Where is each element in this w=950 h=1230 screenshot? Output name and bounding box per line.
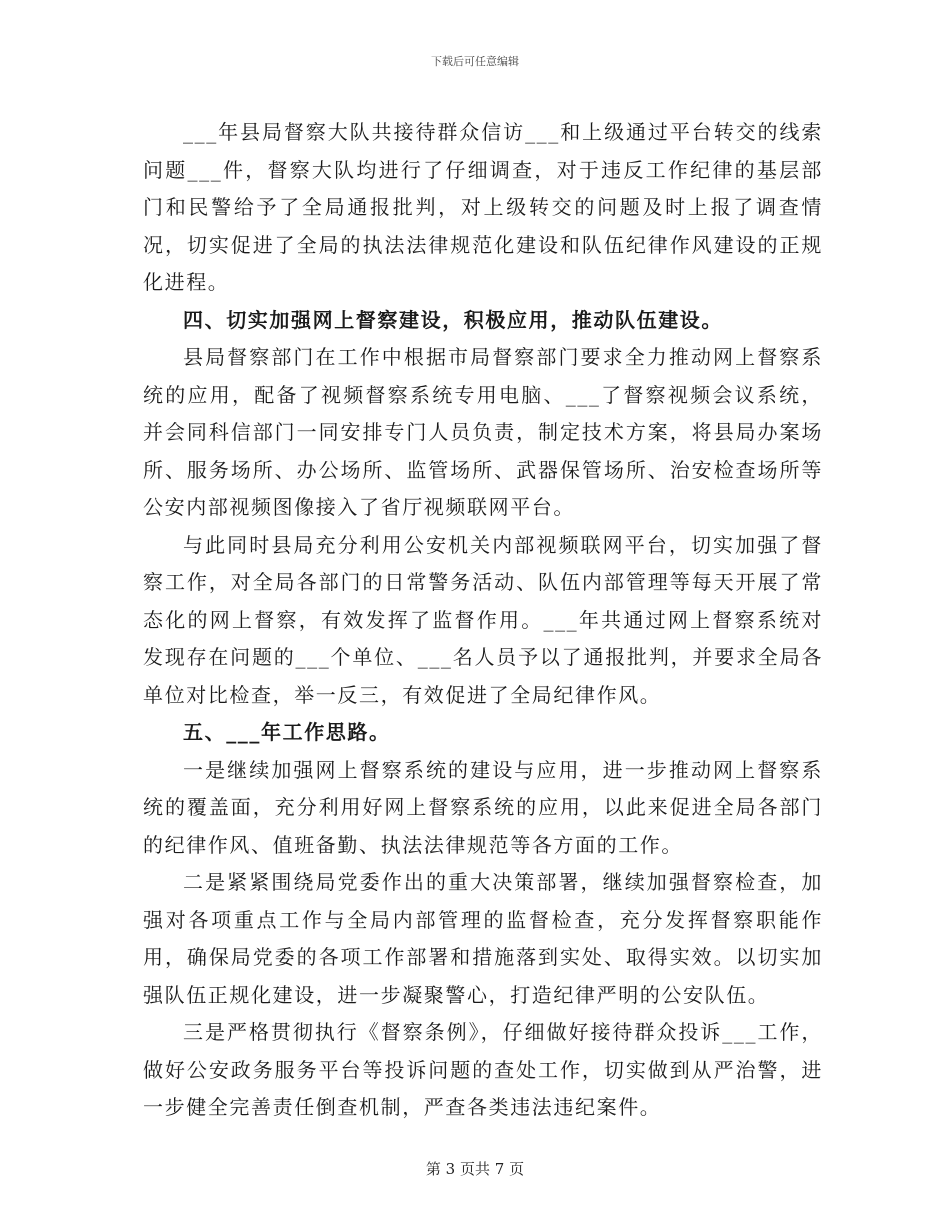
paragraph-plan-one: 一是继续加强网上督察系统的建设与应用，进一步推动网上督察系统的覆盖面，充分利用好网上督察系统的应用，以此来促进全局各部门的纪律作风、值班备勤、执法法律规范等各方面的工作。	[143, 757, 823, 857]
paragraph-complaints-summary: ___年县局督察大队共接待群众信访___和上级通过平台转交的线索问题___件，督察大队均进行了仔细调查，对于违反工作纪律的基层部门和民警给予了全局通报批判，对上级转交的问题及时上报了调查情况，切实促进了全局的执法法律规范化建设和队伍纪律作风建设的正规化进程。	[143, 120, 823, 294]
paragraph-plan-two: 二是紧紧围绕局党委作出的重大决策部署，继续加强督察检查，加强对各项重点工作与全局内部管理的监督检查，充分发挥督察职能作用，确保局党委的各项工作部署和措施落到实处、取得实效。以切实加强队伍正规化建设，进一步凝聚警心，打造纪律严明的公安队伍。	[143, 870, 823, 1007]
section-heading-four: 四、切实加强网上督察建设，积极应用，推动队伍建设。	[183, 307, 723, 332]
paragraph-video-platform: 与此同时县局充分利用公安机关内部视频联网平台，切实加强了督察工作，对全局各部门的日常警务活动、队伍内部管理等每天开展了常态化的网上督察，有效发挥了监督作用。___年共通过网上督察系统对发现存在问题的___个单位、___名人员予以了通报批判，并要求全局各单位对比检查，举一反三，有效促进了全局纪律作风。	[143, 532, 823, 707]
paragraph-plan-three: 三是严格贯彻执行《督察条例》，仔细做好接待群众投诉___工作，做好公安政务服务平台等投诉问题的查处工作，切实做到从严治警，进一步健全完善责任倒查机制，严查各类违法违纪案件。	[143, 1020, 823, 1119]
page-number: 第 3 页共 7 页	[425, 1160, 525, 1178]
section-heading-five: 五、___年工作思路。	[183, 720, 391, 744]
document-body	[143, 114, 823, 1127]
paragraph-online-supervision-system: 县局督察部门在工作中根据市局督察部门要求全力推动网上督察系统的应用，配备了视频督察系统专用电脑、___了督察视频会议系统，并会同科信部门一同安排专门人员负责，制定技术方案，将县局办案场所、服务场所、办公场所、监管场所、武器保管场所、治安检查场所等公安内部视频图像接入了省厅视频联网平台。	[143, 345, 823, 519]
page-header: 下载后可任意编辑	[431, 55, 519, 68]
